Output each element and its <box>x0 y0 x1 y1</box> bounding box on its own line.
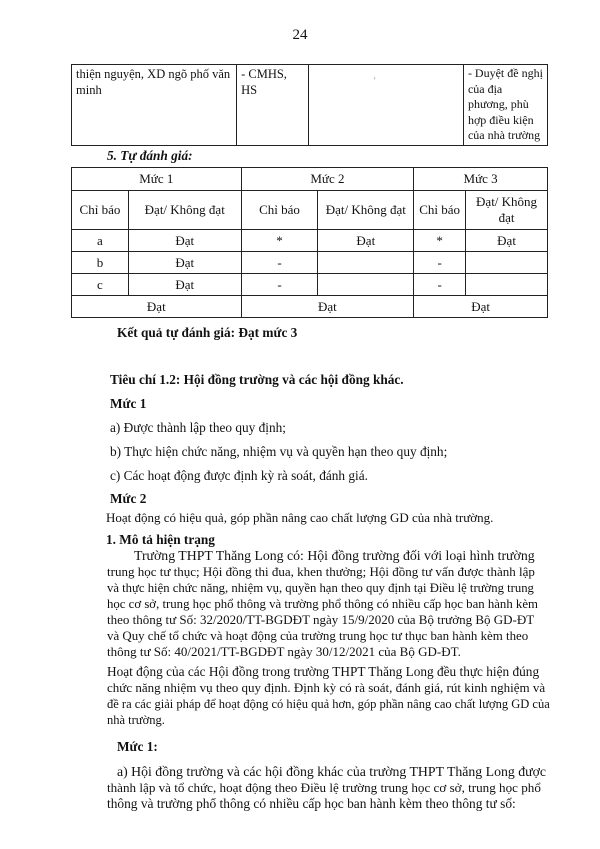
sub-header: Đạt/ Không đạt <box>466 191 548 230</box>
muc1-item: c) Các hoạt động được định kỳ rà soát, đánh giá. <box>110 468 368 483</box>
total-cell: Đạt <box>72 296 242 318</box>
table-row <box>72 274 548 296</box>
level-header: Mức 2 <box>241 168 414 191</box>
self-evaluation-table <box>71 167 548 318</box>
table-cell: Đạt <box>466 230 548 252</box>
level-header: Mức 1 <box>72 168 242 191</box>
table-cell: - <box>241 252 318 274</box>
muc1b-heading: Mức 1: <box>117 739 158 754</box>
paragraph-line: a) Hội đồng trường và các hội đồng khác của trường THPT Thăng Long được <box>117 764 547 779</box>
total-cell: Đạt <box>414 296 548 318</box>
table-cell: - <box>241 274 318 296</box>
table-cell: Đạt <box>128 274 241 296</box>
paragraph-line: Hoạt động của các Hội đồng trong trường THPT Thăng Long đều thực hiện đúng <box>107 664 540 679</box>
total-cell: Đạt <box>241 296 414 318</box>
page-number: 24 <box>292 27 308 43</box>
evaluation-result: Kết quả tự đánh giá: Đạt mức 3 <box>117 325 298 340</box>
table-cell <box>466 252 548 274</box>
table-cell: * <box>414 230 466 252</box>
totals-row <box>72 296 548 318</box>
criterion-title: Tiêu chí 1.2: Hội đồng trường và các hội đồng khác. <box>110 372 404 387</box>
level-header: Mức 3 <box>414 168 548 191</box>
table-cell: a <box>72 230 129 252</box>
muc1-item: b) Thực hiện chức năng, nhiệm vụ và quyền hạn theo quy định; <box>110 444 448 459</box>
muc2-text: Hoạt động có hiệu quả, góp phần nâng cao chất lượng GD của nhà trường. <box>106 510 494 525</box>
table-cell: Đạt <box>128 230 241 252</box>
muc1-heading: Mức 1 <box>110 396 147 411</box>
approval-cell: - Duyệt đề nghị của địa phương, phù hợp điều kiện của nhà trường <box>463 65 547 146</box>
table-cell: b <box>72 252 129 274</box>
table-cell: Đạt <box>128 252 241 274</box>
paragraph-line: học cơ sở, trung học phổ thông và trường phổ thông có nhiều cấp học ban hành kèm <box>107 597 538 611</box>
table-cell <box>318 274 414 296</box>
paragraph-line: trung học tư thục; Hội đồng thi đua, khen thưởng; Hội đồng tư vấn được thành lập <box>107 564 535 579</box>
empty-cell <box>308 65 463 146</box>
paragraph-line: theo thông tư Số: 32/2020/TT-BGDĐT ngày 15/9/2020 của Bộ trưởng Bộ GD-ĐT <box>107 612 535 627</box>
sub-header: Chỉ báo <box>241 191 318 230</box>
table-cell <box>466 274 548 296</box>
table-cell: c <box>72 274 129 296</box>
activity-table <box>71 64 548 146</box>
paragraph-line: nhà trường. <box>107 713 165 727</box>
table-cell: * <box>241 230 318 252</box>
paragraph-line: thông và trường phổ thông có nhiều cấp học ban hành kèm theo thông tư số: <box>107 796 516 811</box>
section1-heading: 1. Mô tả hiện trạng <box>106 532 215 547</box>
sub-header: Chỉ báo <box>414 191 466 230</box>
sub-header: Đạt/ Không đạt <box>318 191 414 230</box>
paragraph-line: Trường THPT Thăng Long có: Hội đồng trường đối với loại hình trường <box>134 548 535 563</box>
muc1-item: a) Được thành lập theo quy định; <box>110 420 286 435</box>
participants-cell: - CMHS, HS <box>237 65 309 146</box>
paragraph-line: và Quy chế tổ chức và hoạt động của trường trung học tư thục ban hành kèm theo <box>107 629 529 643</box>
paragraph-line: và thực hiện chức năng, nhiệm vụ, quyền hạn theo quy định tại Điều lệ trường trung <box>107 581 534 595</box>
sub-header: Chỉ báo <box>72 191 129 230</box>
section5-heading: 5. Tự đánh giá: <box>107 148 193 163</box>
sub-header: Đạt/ Không đạt <box>128 191 241 230</box>
table-cell: - <box>414 252 466 274</box>
table-row <box>72 252 548 274</box>
table-cell: Đạt <box>318 230 414 252</box>
activity-cell: thiện nguyện, XD ngõ phố văn minh <box>72 65 237 146</box>
table-row <box>72 230 548 252</box>
muc2-heading: Mức 2 <box>110 491 147 506</box>
table-cell: - <box>414 274 466 296</box>
table-cell <box>318 252 414 274</box>
paragraph-line: đề ra các giải pháp để hoạt động có hiệu quả hơn, góp phần nâng cao chất lượng GD của <box>107 697 550 711</box>
paragraph-line: thông tư Số: 40/2021/TT-BGDĐT ngày 30/12/2021 của Bộ GD-ĐT. <box>107 644 461 659</box>
paragraph-line: chức năng nhiệm vụ theo quy định. Định kỳ có rà soát, đánh giá, rút kinh nghiệm và <box>107 680 546 695</box>
paragraph-line: thành lập và tổ chức, hoạt động theo Điều lệ trường trung học cơ sở, trung học phổ <box>107 780 541 795</box>
scan-mark: ' <box>374 76 376 85</box>
